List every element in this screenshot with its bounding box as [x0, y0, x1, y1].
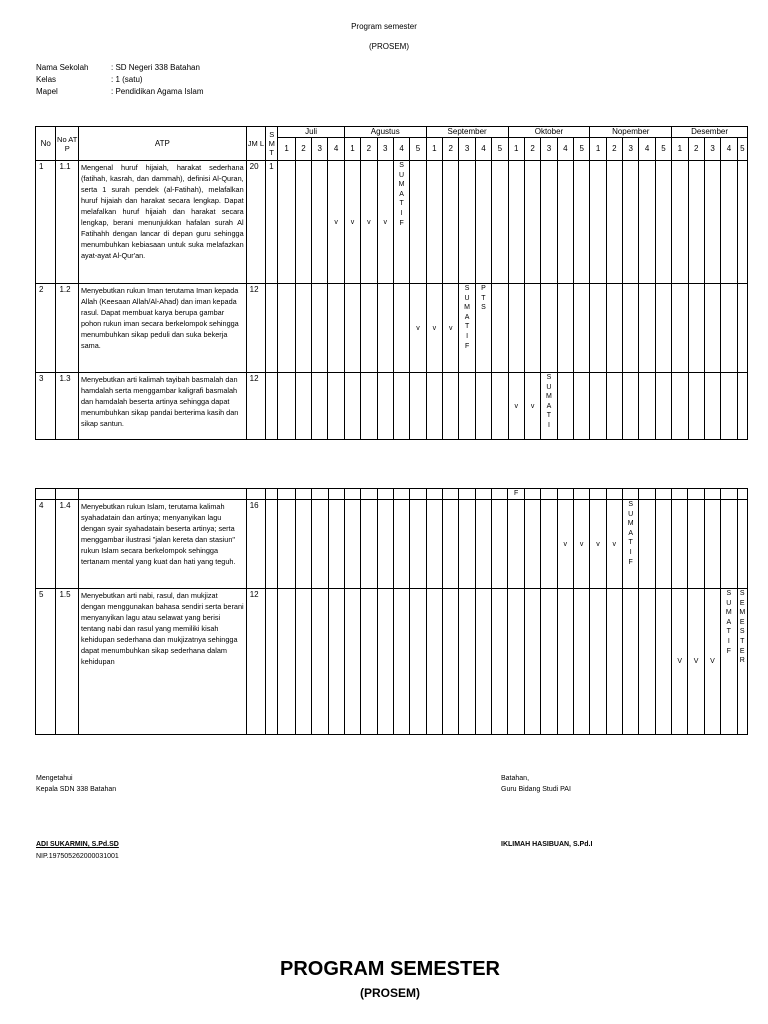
- week-cell: [508, 589, 524, 735]
- week-cell: [56, 489, 79, 500]
- teacher-name: IKLIMAH HASIBUAN, S.Pd.I: [501, 841, 593, 848]
- week-cell: [541, 284, 557, 373]
- continuation-mark: F: [508, 489, 524, 500]
- week-cell: [524, 284, 540, 373]
- row-atp: Menyebutkan arti nabi, rasul, dan mukjizat dengan menggunakan bahasa sendiri serta berani menyanyikan lagu atau selawat yang berisi tentang nabi dan rasul yang memiliki kisah kehidupan sederhana dan mukjizatnya sehingga dapat menumbuhkan sikap sederhana dalam kehidupan: [78, 589, 246, 735]
- week-cell: [443, 500, 459, 589]
- table-row: [36, 161, 748, 284]
- week-cell: [672, 489, 688, 500]
- header-week-m3-w1: 1: [508, 138, 524, 161]
- header-week-m3-w2: 2: [524, 138, 540, 161]
- row-atp: Menyebutkan rukun Islam, terutama kalimah syahadatain dan artinya; menyanyikan lagu dengan syair syahadatain beserta artinya; serta menggambar ilustrasi "jalan kereta dan stasiun" rukun Islam secara berkelompok sehingga tertanam mental yang kuat dan hati yang teguh.: [78, 500, 246, 589]
- header-week-m0-w3: 3: [312, 138, 328, 161]
- week-cell: [475, 373, 491, 440]
- bottom-title: PROGRAM SEMESTER: [279, 958, 501, 980]
- week-cell: [295, 500, 311, 589]
- week-cell: [492, 161, 508, 284]
- week-cell: [312, 284, 328, 373]
- week-cell: [328, 373, 344, 440]
- week-mark: v: [361, 161, 377, 284]
- week-cell: [426, 161, 442, 284]
- week-cell: [524, 161, 540, 284]
- header-week-m3-w3: 3: [541, 138, 557, 161]
- week-cell: [361, 373, 377, 440]
- week-cell: [295, 284, 311, 373]
- table-row: [36, 500, 748, 589]
- header-week-m1-w5: 5: [410, 138, 426, 161]
- row-no: 5: [36, 589, 56, 735]
- week-cell: [312, 373, 328, 440]
- week-cell: [393, 489, 409, 500]
- week-cell: [443, 373, 459, 440]
- week-mark: V: [672, 589, 688, 735]
- week-cell: [475, 161, 491, 284]
- week-cell: [78, 489, 246, 500]
- vertical-note-text: S U M A T I F: [464, 285, 470, 350]
- doc-subtitle: (PROSEM): [369, 42, 409, 51]
- row-smt: 1: [266, 161, 278, 284]
- week-mark: V: [704, 589, 720, 735]
- week-cell: [344, 500, 360, 589]
- week-cell: [295, 373, 311, 440]
- week-cell: [573, 373, 589, 440]
- footer-left-line2: Kepala SDN 338 Batahan: [36, 786, 117, 793]
- week-cell: [524, 489, 540, 500]
- week-cell: [590, 589, 606, 735]
- footer-right-line2: Guru Bidang Studi PAI: [501, 786, 571, 793]
- week-cell: [377, 373, 393, 440]
- week-cell: [295, 589, 311, 735]
- week-cell: [443, 489, 459, 500]
- vertical-note-text: S U M A T I F: [725, 590, 732, 655]
- row-jml: 16: [246, 500, 265, 589]
- header-week-m4-w4: 4: [639, 138, 655, 161]
- header-week-m5-w5: 5: [737, 138, 747, 161]
- row-smt: [266, 589, 278, 735]
- week-cell: [377, 284, 393, 373]
- week-cell: [459, 161, 475, 284]
- week-cell: [573, 589, 589, 735]
- week-cell: [492, 489, 508, 500]
- vertical-note: [475, 284, 491, 373]
- continuation-row: [36, 489, 748, 500]
- row-jml: 12: [246, 284, 265, 373]
- header-week-m1-w1: 1: [344, 138, 360, 161]
- header-month-oktober: Oktober: [508, 127, 590, 138]
- week-cell: [721, 284, 737, 373]
- week-mark: v: [508, 373, 524, 440]
- week-cell: [655, 589, 671, 735]
- week-cell: [688, 373, 704, 440]
- header-week-m5-w1: 1: [672, 138, 688, 161]
- school-label: Nama Sekolah: [36, 63, 89, 72]
- prosem-table: [35, 126, 748, 440]
- vertical-note: [541, 373, 557, 440]
- week-cell: [393, 373, 409, 440]
- header-week-m5-w4: 4: [721, 138, 737, 161]
- week-cell: [672, 500, 688, 589]
- week-cell: [312, 489, 328, 500]
- week-cell: [688, 161, 704, 284]
- subject-label: Mapel: [36, 87, 58, 96]
- header-smt: S M T: [266, 127, 278, 161]
- week-cell: [492, 373, 508, 440]
- week-cell: [688, 489, 704, 500]
- row-no: 2: [36, 284, 56, 373]
- week-cell: [475, 489, 491, 500]
- week-cell: [426, 373, 442, 440]
- week-cell: [393, 500, 409, 589]
- week-cell: [573, 489, 589, 500]
- header-month-desember: Desember: [672, 127, 748, 138]
- week-cell: [704, 373, 720, 440]
- week-cell: [377, 489, 393, 500]
- week-mark: v: [524, 373, 540, 440]
- bottom-subtitle: (PROSEM): [360, 986, 420, 1000]
- week-cell: [328, 489, 344, 500]
- headmaster-name: ADI SUKARMIN, S.Pd.SD: [36, 841, 119, 848]
- week-cell: [557, 589, 573, 735]
- week-cell: [328, 284, 344, 373]
- week-cell: [508, 284, 524, 373]
- week-mark: v: [573, 500, 589, 589]
- header-week-m3-w5: 5: [573, 138, 589, 161]
- week-mark: v: [590, 500, 606, 589]
- week-cell: [278, 161, 295, 284]
- header-jml: JM L: [246, 127, 265, 161]
- week-cell: [377, 500, 393, 589]
- week-mark: v: [426, 284, 442, 373]
- week-cell: [328, 589, 344, 735]
- prosem-table-continued: [35, 488, 748, 735]
- week-cell: [312, 161, 328, 284]
- week-cell: [475, 589, 491, 735]
- row-smt: [266, 284, 278, 373]
- week-cell: [524, 500, 540, 589]
- header-week-m1-w4: 4: [393, 138, 409, 161]
- week-mark: V: [688, 589, 704, 735]
- row-atp: Menyebutkan rukun Iman terutama Iman kepada Allah (Keesaan Allah/Al-Ahad) dan iman kepada rasul. Dapat membuat karya berupa gambar pohon rukun iman secara berkelompok sehingga menumbuhkan sikap peduli dan suka bekerja sama.: [78, 284, 246, 373]
- header-atp: ATP: [78, 127, 246, 161]
- week-cell: [492, 500, 508, 589]
- row-smt: [266, 373, 278, 440]
- week-cell: [606, 284, 622, 373]
- week-cell: [737, 284, 747, 373]
- week-cell: [410, 489, 426, 500]
- week-cell: [524, 589, 540, 735]
- vertical-note: [737, 589, 748, 735]
- week-cell: [590, 373, 606, 440]
- week-cell: [557, 373, 573, 440]
- subject-value: : Pendidikan Agama Islam: [111, 87, 204, 96]
- week-cell: [590, 489, 606, 500]
- header-week-m5-w3: 3: [704, 138, 720, 161]
- week-cell: [721, 161, 737, 284]
- week-cell: [361, 284, 377, 373]
- week-cell: [622, 589, 638, 735]
- week-cell: [541, 589, 557, 735]
- week-cell: [508, 161, 524, 284]
- row-no: 3: [36, 373, 56, 440]
- header-week-m0-w1: 1: [278, 138, 295, 161]
- week-cell: [443, 161, 459, 284]
- header-week-m2-w1: 1: [426, 138, 442, 161]
- header-week-m2-w3: 3: [459, 138, 475, 161]
- header-no: No: [36, 127, 56, 161]
- week-cell: [557, 489, 573, 500]
- week-cell: [344, 373, 360, 440]
- week-cell: [361, 489, 377, 500]
- week-cell: [688, 284, 704, 373]
- week-cell: [639, 489, 655, 500]
- week-cell: [36, 489, 56, 500]
- week-cell: [639, 373, 655, 440]
- week-cell: [344, 489, 360, 500]
- headmaster-nip: NIP.197505262000031001: [36, 853, 119, 860]
- week-cell: [278, 284, 295, 373]
- week-mark: v: [606, 500, 622, 589]
- week-cell: [312, 500, 328, 589]
- week-cell: [688, 500, 704, 589]
- week-cell: [459, 589, 475, 735]
- week-cell: [704, 500, 720, 589]
- week-cell: [492, 589, 508, 735]
- header-no-atp: No AT P: [56, 127, 79, 161]
- week-cell: [606, 589, 622, 735]
- header-week-m5-w2: 2: [688, 138, 704, 161]
- week-mark: v: [344, 161, 360, 284]
- week-cell: [557, 161, 573, 284]
- class-value: : 1 (satu): [111, 75, 143, 84]
- week-cell: [312, 589, 328, 735]
- week-cell: [623, 161, 639, 284]
- week-cell: [426, 489, 442, 500]
- week-cell: [393, 589, 409, 735]
- week-cell: [672, 161, 688, 284]
- vertical-note-text: S U M A T I: [546, 374, 552, 429]
- vertical-note: [459, 284, 475, 373]
- row-no-atp: 1.3: [56, 373, 79, 440]
- week-cell: [266, 489, 278, 500]
- row-jml: 20: [246, 161, 265, 284]
- week-cell: [492, 284, 508, 373]
- week-cell: [606, 373, 622, 440]
- row-no-atp: 1.4: [56, 500, 79, 589]
- week-cell: [541, 500, 557, 589]
- header-week-m1-w3: 3: [377, 138, 393, 161]
- week-cell: [737, 500, 748, 589]
- class-label: Kelas: [36, 75, 57, 84]
- row-jml: 12: [246, 589, 265, 735]
- week-cell: [721, 373, 737, 440]
- table-row: [36, 589, 748, 735]
- table-row: [36, 373, 748, 440]
- week-cell: [639, 161, 655, 284]
- week-cell: [573, 161, 589, 284]
- week-cell: [295, 489, 311, 500]
- week-cell: [410, 500, 426, 589]
- header-week-m2-w4: 4: [475, 138, 491, 161]
- week-cell: [655, 284, 671, 373]
- week-cell: [278, 489, 295, 500]
- week-cell: [410, 589, 426, 735]
- week-cell: [639, 284, 655, 373]
- vertical-note: [393, 161, 409, 284]
- week-cell: [295, 161, 311, 284]
- week-cell: [590, 161, 606, 284]
- week-cell: [541, 489, 557, 500]
- week-cell: [737, 489, 748, 500]
- week-cell: [459, 373, 475, 440]
- week-cell: [721, 500, 737, 589]
- footer-right-line1: Batahan,: [501, 775, 530, 782]
- week-cell: [278, 589, 295, 735]
- vertical-note-text: S U M A T I F: [627, 501, 634, 566]
- week-cell: [573, 284, 589, 373]
- header-week-m4-w5: 5: [655, 138, 671, 161]
- row-no-atp: 1.2: [56, 284, 79, 373]
- row-atp: Mengenal huruf hijaiah, harakat sederhana (fatihah, kasrah, dan dammah), definisi Al-Quran, serta 1 surah pendek (al-Fatihah), melafalkan huruf hijaiah dan harakat secara lengkap. Dapat melafalkan huruf hijaiah dan harakat secara lengkap, berani menunjukkan hafalan surah Al Fatihahh dengan lancar di depan guru sehingga menumbuhkan kebiasaan untuk suka melafazkan ayat-ayat Al-Qur'an.: [78, 161, 246, 284]
- footer-left-line1: Mengetahui: [36, 775, 73, 782]
- row-no-atp: 1.5: [56, 589, 79, 735]
- row-jml: 12: [246, 373, 265, 440]
- header-month-juli: Juli: [278, 127, 344, 138]
- vertical-note-text: P T S: [481, 285, 486, 312]
- header-week-m2-w5: 5: [492, 138, 508, 161]
- week-cell: [344, 284, 360, 373]
- week-cell: [557, 284, 573, 373]
- week-cell: [623, 284, 639, 373]
- vertical-note-text: S U M A T I F: [398, 162, 405, 227]
- header-week-m0-w2: 2: [295, 138, 311, 161]
- week-cell: [623, 373, 639, 440]
- header-week-m2-w2: 2: [443, 138, 459, 161]
- row-no-atp: 1.1: [56, 161, 79, 284]
- week-mark: v: [377, 161, 393, 284]
- header-week-m0-w4: 4: [328, 138, 344, 161]
- week-cell: [737, 373, 747, 440]
- week-cell: [541, 161, 557, 284]
- week-cell: [328, 500, 344, 589]
- doc-title: Program semester: [351, 22, 417, 31]
- week-cell: [606, 161, 622, 284]
- week-cell: [459, 489, 475, 500]
- week-cell: [344, 589, 360, 735]
- week-cell: [508, 500, 524, 589]
- table-row: [36, 284, 748, 373]
- week-cell: [639, 500, 655, 589]
- week-cell: [278, 373, 295, 440]
- week-cell: [737, 161, 747, 284]
- row-no: 4: [36, 500, 56, 589]
- week-mark: v: [410, 284, 426, 373]
- week-cell: [704, 489, 720, 500]
- header-week-m1-w2: 2: [361, 138, 377, 161]
- week-mark: v: [557, 500, 573, 589]
- week-cell: [246, 489, 265, 500]
- week-mark: v: [328, 161, 344, 284]
- week-cell: [672, 284, 688, 373]
- header-month-september: September: [426, 127, 508, 138]
- week-cell: [704, 161, 720, 284]
- week-cell: [410, 161, 426, 284]
- week-cell: [361, 589, 377, 735]
- week-cell: [459, 500, 475, 589]
- week-cell: [410, 373, 426, 440]
- header-month-agustus: Agustus: [344, 127, 426, 138]
- week-cell: [655, 373, 671, 440]
- school-value: : SD Negeri 338 Batahan: [111, 63, 200, 72]
- week-cell: [426, 589, 442, 735]
- header-week-m4-w1: 1: [590, 138, 606, 161]
- week-cell: [655, 161, 671, 284]
- week-cell: [278, 500, 295, 589]
- week-cell: [475, 500, 491, 589]
- week-cell: [655, 489, 671, 500]
- week-cell: [606, 489, 622, 500]
- week-cell: [655, 500, 671, 589]
- week-cell: [672, 373, 688, 440]
- vertical-note: [622, 500, 638, 589]
- row-atp: Menyebutkan arti kalimah tayibah basmalah dan hamdalah serta menggambar kaligrafi basmalah dan hamdalah beserta artinya sehingga dapat menumbuhkan sikap pandai berterima kasih dan sikap santun.: [78, 373, 246, 440]
- week-cell: [443, 589, 459, 735]
- week-mark: v: [443, 284, 459, 373]
- vertical-note: [721, 589, 737, 735]
- vertical-note-text: S E M E S T E R: [739, 590, 746, 665]
- week-cell: [639, 589, 655, 735]
- week-cell: [704, 284, 720, 373]
- row-no: 1: [36, 161, 56, 284]
- header-week-m3-w4: 4: [557, 138, 573, 161]
- week-cell: [393, 284, 409, 373]
- week-cell: [721, 489, 737, 500]
- week-cell: [426, 500, 442, 589]
- week-cell: [590, 284, 606, 373]
- row-smt: [266, 500, 278, 589]
- header-week-m4-w3: 3: [623, 138, 639, 161]
- week-cell: [361, 500, 377, 589]
- week-cell: [377, 589, 393, 735]
- header-month-nopember: Nopember: [590, 127, 672, 138]
- header-week-m4-w2: 2: [606, 138, 622, 161]
- week-cell: [622, 489, 638, 500]
